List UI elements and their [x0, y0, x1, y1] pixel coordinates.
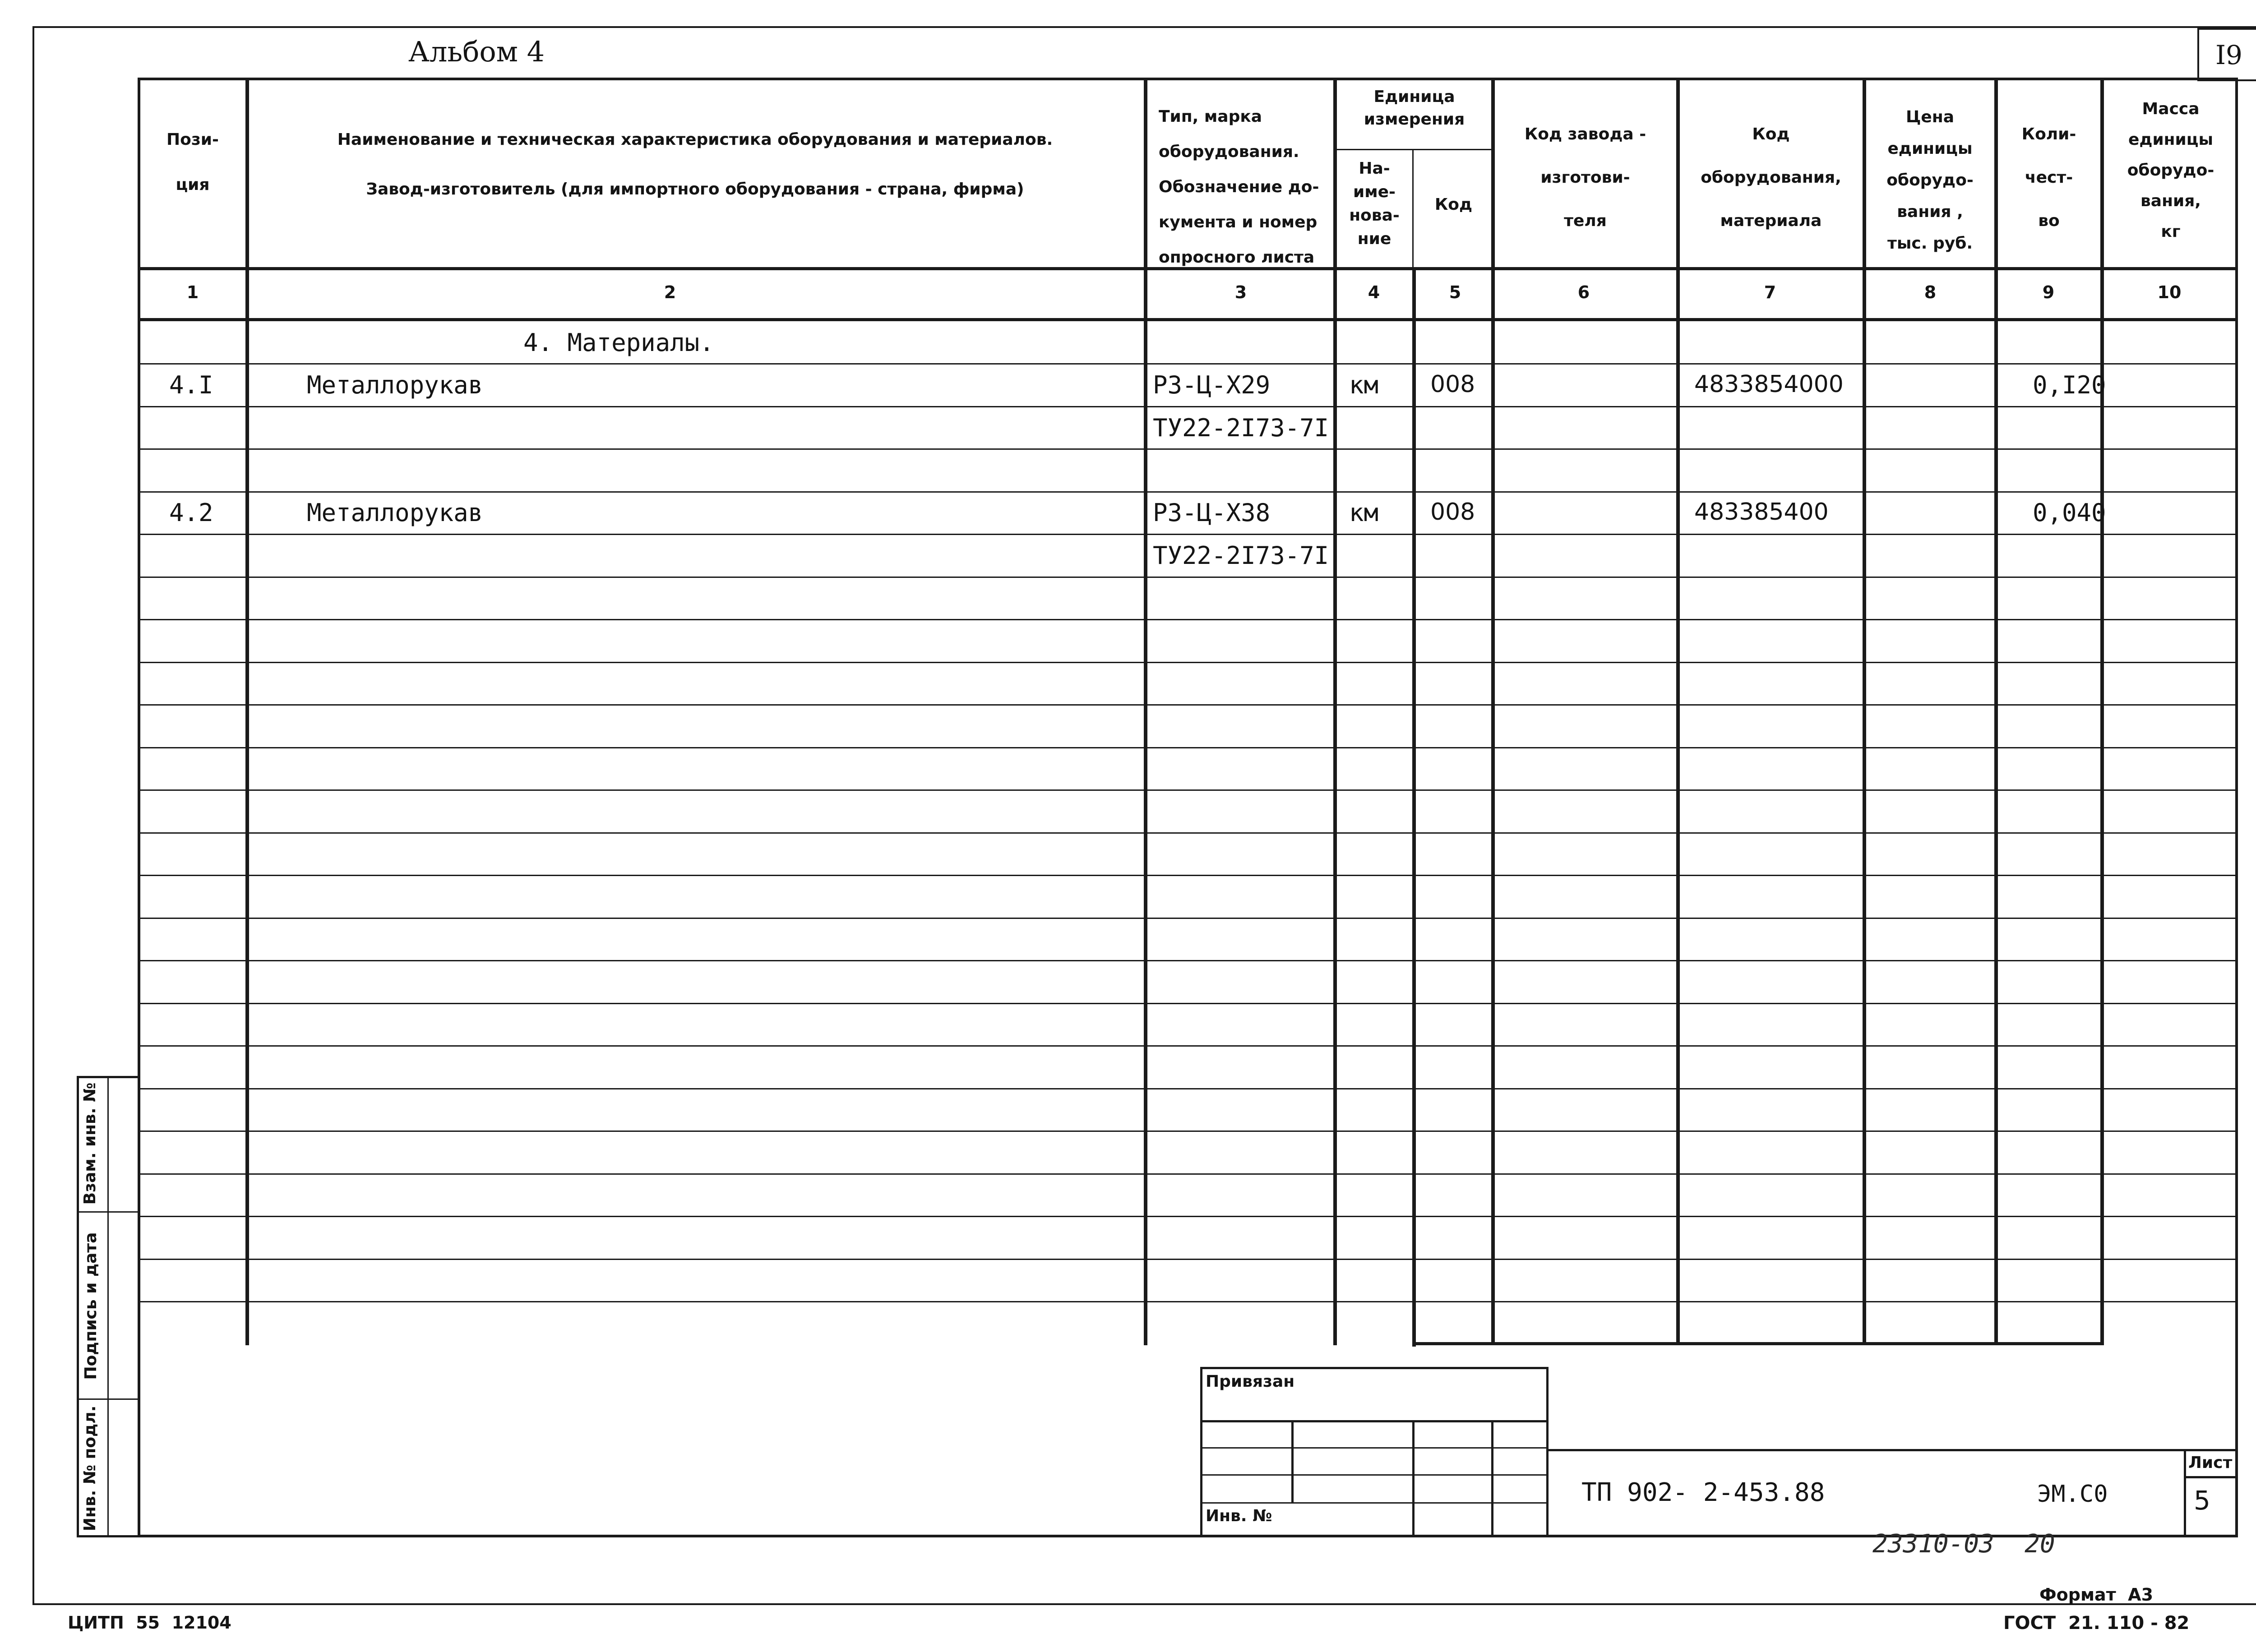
table-row-line — [138, 1216, 2238, 1217]
sheet-box-mid — [2184, 1476, 2238, 1478]
header-col-9: Коли- чест- во — [2021, 125, 2076, 230]
col-number-1: 1 — [186, 282, 199, 302]
footer-standard: ГОСТ 21. 110 - 82 — [2003, 1613, 2190, 1634]
header-col-8: Цена единицы оборудо- вания , тыс. руб. — [1886, 108, 1974, 253]
col-number-3: 3 — [1234, 282, 1247, 302]
col-line — [1863, 78, 1866, 1345]
col-line — [1676, 78, 1680, 1345]
attached-col — [1291, 1421, 1294, 1502]
row-3-pos: 4.2 — [169, 498, 213, 527]
table-row-line — [138, 704, 2238, 706]
footer-format: Формат А3 — [2039, 1585, 2154, 1605]
row-1-type: Р3-Ц-Х29 — [1153, 371, 1271, 399]
table-row-line — [138, 918, 2238, 919]
table-row-line — [138, 1045, 2238, 1047]
table-row-line — [138, 491, 2238, 493]
side-stamp-inv-replace: Взам. инв. № — [81, 1082, 99, 1205]
side-stamp-divider — [107, 1076, 109, 1537]
col-number-5: 5 — [1449, 282, 1461, 302]
table-row-line — [138, 363, 2238, 365]
table-row-line — [138, 619, 2238, 620]
table-row-line — [138, 1259, 2238, 1260]
table-row-line — [138, 875, 2238, 876]
side-stamp-sign-date: Подпись и дата — [82, 1232, 100, 1380]
sheet-number: 5 — [2194, 1485, 2210, 1516]
table-row-line — [138, 1131, 2238, 1132]
header-col-3: Тип, марка оборудования. Обозначение до- кумента и номер опросного листа — [1159, 107, 1319, 267]
table-row-line — [138, 747, 2238, 748]
table-row-line — [138, 1088, 2238, 1089]
sheet-label: Лист — [2188, 1454, 2233, 1472]
attached-col — [1412, 1421, 1415, 1537]
col-line — [2100, 78, 2104, 1345]
table-top-line — [138, 78, 2238, 80]
attached-label: Привязан — [1206, 1372, 1295, 1391]
album-label: Альбом 4 — [408, 35, 545, 68]
row-3-type: Р3-Ц-Х38 — [1153, 498, 1271, 527]
row-1-mat-code: 4833854000 — [1694, 371, 1844, 398]
col-number-6: 6 — [1577, 282, 1590, 302]
row-4-type: ТУ22-2I73-7I — [1153, 541, 1329, 570]
row-1-qty: 0,I20 — [2033, 371, 2106, 399]
handwritten-number: 23310-03 20 — [1872, 1529, 2055, 1559]
sheet-box-left — [2184, 1449, 2186, 1537]
table-row-line — [138, 534, 2238, 535]
col-line — [245, 78, 249, 1345]
row-1-unit: км — [1349, 371, 1379, 399]
stamp-top-line — [1549, 1449, 2238, 1451]
column-number-bottom-line — [138, 318, 2238, 321]
col-number-8: 8 — [1924, 282, 1937, 302]
row-2-type: ТУ22-2I73-7I — [1153, 414, 1329, 442]
attached-col — [1491, 1421, 1493, 1537]
col-line — [1412, 268, 1416, 1347]
header-unit-group: Единица измерения — [1364, 88, 1465, 129]
table-row-line — [138, 448, 2238, 450]
table-row-line — [138, 577, 2238, 578]
row-3-name: Металлорукав — [307, 498, 483, 527]
col-number-7: 7 — [1764, 282, 1776, 302]
col-number-2: 2 — [664, 282, 676, 302]
doc-mark: ЭМ.С0 — [2037, 1481, 2108, 1508]
side-stamp-inv-original: Инв. № подл. — [81, 1405, 99, 1532]
row-3-qty: 0,040 — [2033, 498, 2106, 527]
table-row-line — [138, 789, 2238, 791]
row-3-mat-code: 483385400 — [1694, 498, 1829, 526]
attached-line — [1200, 1447, 1549, 1449]
col-line — [1491, 78, 1495, 1345]
table-row-line — [138, 832, 2238, 834]
attached-line — [1200, 1420, 1549, 1422]
header-col-5: Код — [1434, 195, 1473, 214]
col-number-9: 9 — [2042, 282, 2055, 302]
table-row-line — [138, 406, 2238, 407]
header-col-6: Код завода - изготови- теля — [1524, 125, 1646, 230]
table-row-line — [138, 1301, 2238, 1302]
row-3-unit: км — [1349, 498, 1379, 527]
header-col-2: Наименование и техническая характеристика оборудования и материалов. Завод-изготовитель (для импортного оборудования - страна, фирма) — [337, 130, 1053, 198]
unit-group-divider — [1336, 149, 1493, 150]
attached-line — [1200, 1474, 1549, 1476]
corner-sheet-number: I9 — [2215, 40, 2242, 70]
row-1-unit-code: 008 — [1430, 371, 1475, 398]
attached-line — [1200, 1502, 1549, 1504]
header-col-10: Масса единицы оборудо- вания, кг — [2127, 100, 2214, 241]
section-title: 4. Материалы. — [523, 328, 714, 357]
header-col-7: Код оборудования, материала — [1701, 125, 1841, 230]
footer-left: ЦИТП 55 12104 — [68, 1613, 231, 1633]
table-row-line — [138, 960, 2238, 961]
row-1-name: Металлорукав — [307, 371, 483, 399]
row-3-unit-code: 008 — [1430, 498, 1475, 526]
table-row-line — [138, 1003, 2238, 1004]
row-1-pos: 4.I — [169, 371, 213, 399]
header-col-1: Пози- ция — [166, 130, 219, 194]
doc-code: ТП 902- 2-453.88 — [1581, 1478, 1825, 1507]
col-line — [1994, 78, 1998, 1345]
bold-box-bottom — [1412, 1342, 2104, 1345]
col-number-10: 10 — [2157, 282, 2182, 302]
col-number-4: 4 — [1368, 282, 1380, 302]
table-row-line — [138, 1173, 2238, 1175]
inv-label: Инв. № — [1206, 1507, 1272, 1525]
header-col-4: На- име- нова- ние — [1349, 159, 1400, 248]
table-row-line — [138, 662, 2238, 663]
